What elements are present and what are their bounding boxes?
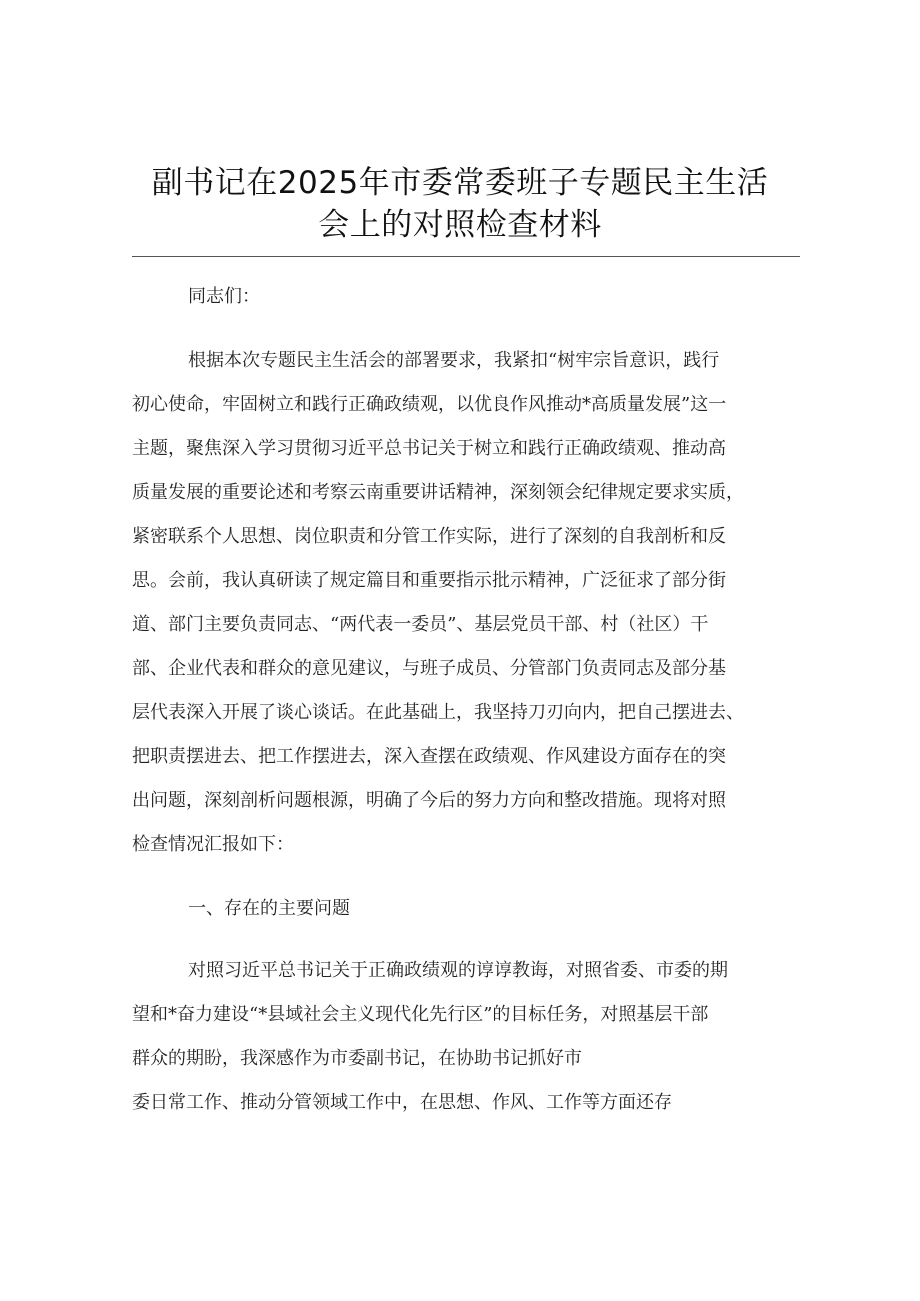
- section-line: 委日常工作、推动分管领域工作中，在思想、作风、工作等方面还存: [132, 1092, 672, 1113]
- title-divider: [132, 256, 800, 257]
- section-line: 群众的期盼，我深感作为市委副书记，在协助书记抓好市: [132, 1048, 582, 1069]
- intro-paragraph: [132, 339, 800, 867]
- intro-line: 紧密联系个人思想、岗位职责和分管工作实际，进行了深刻的自我剖析和反: [132, 526, 726, 547]
- intro-line: 把职责摆进去、把工作摆进去，深入查摆在政绩观、作风建设方面存在的突: [132, 746, 726, 767]
- intro-line: 出问题，深刻剖析问题根源，明确了今后的努力方向和整改措施。现将对照: [132, 790, 726, 811]
- intro-line: 检查情况汇报如下：: [132, 834, 294, 855]
- paragraph-gap: [132, 319, 800, 339]
- intro-line: 根据本次专题民主生活会的部署要求，我紧扣“树牢宗旨意识，践行: [188, 350, 720, 371]
- intro-line: 部、企业代表和群众的意见建议，与班子成员、分管部门负责同志及部分基: [132, 658, 726, 679]
- intro-line: 主题，聚焦深入学习贯彻习近平总书记关于树立和践行正确政绩观、推动高: [132, 438, 726, 459]
- intro-line: 思。会前，我认真研读了规定篇目和重要指示批示精神，广泛征求了部分街: [132, 570, 726, 591]
- title-line-2: 会上的对照检查材料: [318, 207, 602, 243]
- intro-line: 质量发展的重要论述和考察云南重要讲话精神，深刻领会纪律规定要求实质，: [132, 482, 744, 503]
- intro-line: 层代表深入开展了谈心谈话。在此基础上，我坚持刀刃向内，把自己摆进去、: [132, 702, 744, 723]
- title-line-1: 副书记在2025年市委常委班子专题民主生活: [151, 165, 769, 201]
- section-line: 望和*奋力建设“*县域社会主义现代化先行区”的目标任务，对照基层干部: [132, 1004, 709, 1025]
- section-heading: 一、存在的主要问题: [188, 898, 350, 919]
- intro-line: 道、部门主要负责同志、“两代表一委员”、基层党员干部、村（社区）干: [132, 614, 709, 635]
- document-body: [132, 275, 800, 1125]
- section-paragraph: [132, 949, 800, 1125]
- section-line: 对照习近平总书记关于正确政绩观的谆谆教诲，对照省委、市委的期: [188, 960, 728, 981]
- salutation: 同志们：: [188, 286, 260, 307]
- paragraph-gap: [132, 931, 800, 949]
- intro-line: 初心使命，牢固树立和践行正确政绩观，以优良作风推动*高质量发展”这一: [132, 394, 727, 415]
- document-title: [0, 162, 920, 246]
- paragraph-gap: [132, 867, 800, 887]
